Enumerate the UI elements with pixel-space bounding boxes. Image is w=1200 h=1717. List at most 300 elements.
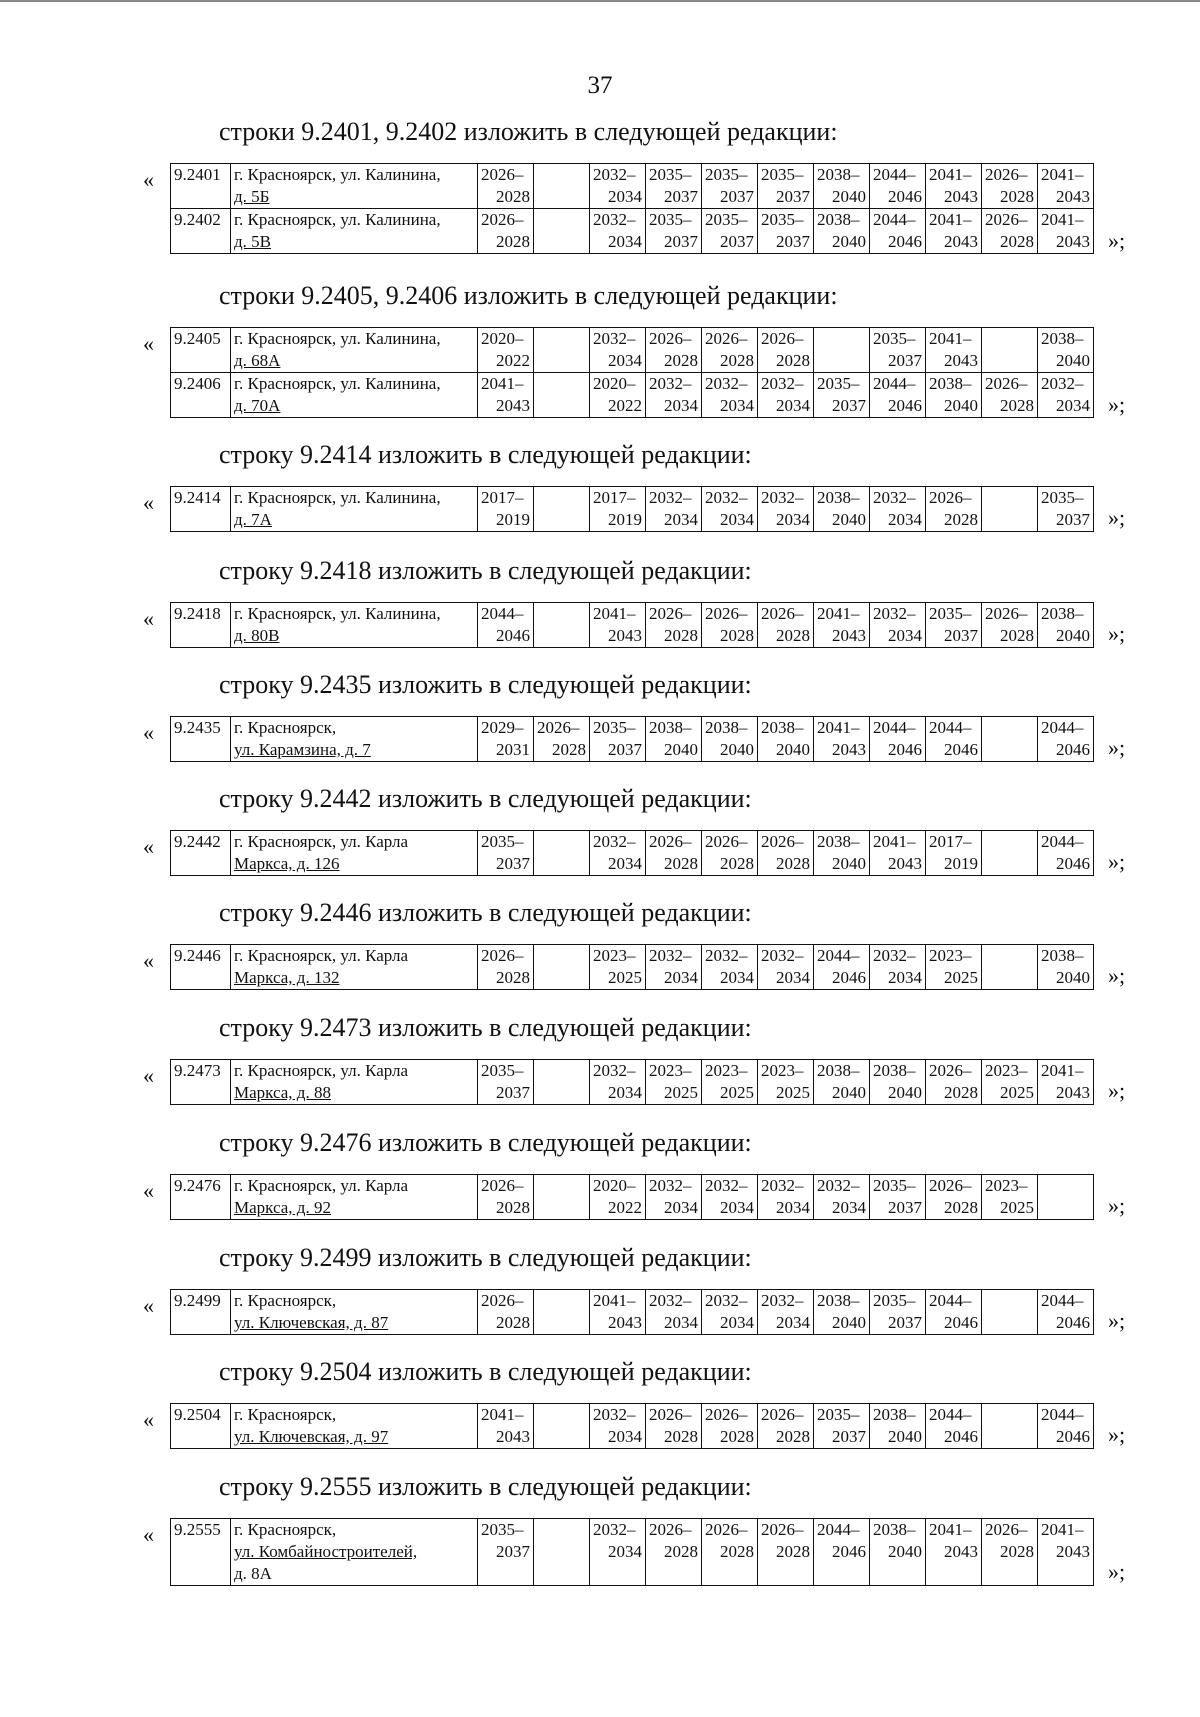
period-end: 2040 [776,740,810,759]
amendment-table [170,1289,1094,1335]
period-end [534,1082,589,1104]
period-start [534,487,589,509]
period-cell [478,1404,534,1449]
period-cell [646,487,702,532]
row-number: 9.2406 [174,374,221,393]
period-end: 2046 [888,232,922,251]
row-number-cell [171,603,231,648]
period-start: 2032– [593,165,636,184]
address-cell [231,373,478,418]
opening-quote: « [143,1178,154,1203]
period-cell [982,1290,1038,1335]
period-cell [926,487,982,532]
opening-quote: « [143,490,154,515]
period-cell [534,209,590,254]
period-cell [758,1519,814,1586]
period-cell [702,1060,758,1105]
period-end: 2034 [664,1198,698,1217]
period-start: 2026– [929,1061,972,1080]
period-cell [1038,164,1094,209]
period-cell [870,1519,926,1586]
period-start: 2044– [1041,1405,1084,1424]
address-line: г. Красноярск, ул. Карла [234,946,409,965]
period-start: 2026– [481,1176,524,1195]
period-end [534,967,589,989]
row-number-cell [171,487,231,532]
period-end: 2043 [944,1542,978,1561]
amendment-table [170,163,1094,254]
period-end [534,350,589,372]
address-line: д. 5В [234,232,271,251]
period-start: 2035– [873,1176,916,1195]
period-end: 2043 [1056,1083,1090,1102]
period-cell [478,1175,534,1220]
period-start: 2026– [761,1520,804,1539]
period-start: 2032– [649,1291,692,1310]
period-cell [702,945,758,990]
period-start: 2032– [817,1176,860,1195]
period-cell [982,831,1038,876]
period-end: 2043 [608,626,642,645]
period-start [982,1290,1037,1312]
period-start: 2041– [929,329,972,348]
period-end: 2034 [888,510,922,529]
period-start [814,328,869,350]
period-cell [702,1404,758,1449]
row-number: 9.2402 [174,210,221,229]
period-end: 2046 [888,740,922,759]
period-end: 2037 [832,1427,866,1446]
period-end: 2046 [832,968,866,987]
period-cell [982,209,1038,254]
period-end: 2028 [776,1542,810,1561]
period-start: 2038– [817,1291,860,1310]
period-cell [758,1060,814,1105]
period-start [534,1060,589,1082]
period-start: 2038– [1041,604,1084,623]
period-start: 2044– [929,1291,972,1310]
table-row [171,209,1094,254]
period-cell [590,1290,646,1335]
section-heading: строку 9.2435 изложить в следующей редакции: [219,670,752,699]
period-end [534,395,589,417]
period-start: 2020– [481,329,524,348]
period-start: 2026– [985,374,1028,393]
address-line: г. Красноярск, ул. Карла [234,1176,409,1195]
period-start: 2044– [873,210,916,229]
period-start [982,945,1037,967]
period-start: 2038– [761,718,804,737]
period-cell [814,945,870,990]
period-cell [478,328,534,373]
period-end: 2037 [776,232,810,251]
period-cell [870,1175,926,1220]
period-start: 2026– [649,1405,692,1424]
period-cell [534,164,590,209]
period-end [534,1541,589,1563]
period-end: 2034 [664,510,698,529]
section-heading: строки 9.2405, 9.2406 изложить в следующей редакции: [219,281,838,310]
period-end: 2028 [496,187,530,206]
address-cell [231,603,478,648]
table-row [171,487,1094,532]
period-cell [982,328,1038,373]
address-line: г. Красноярск, [234,1405,337,1424]
period-cell [590,717,646,762]
period-start [534,328,589,350]
period-end: 2034 [832,1198,866,1217]
period-cell [534,717,590,762]
period-end: 2025 [664,1083,698,1102]
period-cell [926,1290,982,1335]
address-line: г. Красноярск, [234,1520,337,1539]
address-line: г. Красноярск, [234,718,337,737]
period-end [534,186,589,208]
period-cell [478,717,534,762]
period-start: 2032– [705,946,748,965]
period-end: 2034 [608,1427,642,1446]
period-end: 2046 [496,626,530,645]
address-line: ул. Карамзина, д. 7 [234,740,371,759]
row-number-cell [171,373,231,418]
period-end: 2028 [776,854,810,873]
period-start: 2026– [649,329,692,348]
amendment-table [170,1059,1094,1105]
period-end: 2046 [832,1542,866,1561]
amendment-table [170,944,1094,990]
address-line: Маркса, д. 132 [234,968,340,987]
period-end [982,967,1037,989]
period-end: 2040 [832,1313,866,1332]
address-line: г. Красноярск, ул. Калинина, [234,210,441,229]
section-heading: строки 9.2401, 9.2402 изложить в следующей редакции: [219,117,838,146]
period-end: 2034 [664,1313,698,1332]
period-cell [870,487,926,532]
period-start: 2044– [929,1405,972,1424]
period-end: 2028 [1000,626,1034,645]
period-cell [870,1404,926,1449]
period-start: 2044– [873,718,916,737]
address-line: г. Красноярск, ул. Карла [234,832,409,851]
period-start: 2041– [593,1291,636,1310]
row-number-cell [171,1175,231,1220]
period-cell [590,831,646,876]
address-line: д. 68А [234,351,281,370]
period-cell [1038,603,1094,648]
period-start: 2041– [929,1520,972,1539]
period-end [534,625,589,647]
closing-quote: »; [1108,392,1126,417]
period-cell [702,603,758,648]
period-cell [534,1519,590,1586]
period-start: 2035– [705,165,748,184]
period-start: 2038– [1041,946,1084,965]
period-start: 2035– [481,1520,524,1539]
period-cell [1038,717,1094,762]
period-start: 2044– [1041,832,1084,851]
period-cell [926,1404,982,1449]
table-row [171,831,1094,876]
period-cell [534,328,590,373]
period-cell [870,717,926,762]
row-number: 9.2555 [174,1520,221,1539]
period-end [534,1197,589,1219]
period-start: 2026– [985,210,1028,229]
period-start: 2032– [705,374,748,393]
period-end: 2043 [832,740,866,759]
period-end: 2037 [720,187,754,206]
period-start: 2044– [817,946,860,965]
period-end: 2037 [496,1542,530,1561]
opening-quote: « [143,720,154,745]
period-cell [870,209,926,254]
period-start: 2026– [481,946,524,965]
period-cell [758,373,814,418]
closing-quote: »; [1108,963,1126,988]
address-line: Маркса, д. 92 [234,1198,331,1217]
period-cell [870,164,926,209]
period-start: 2020– [593,1176,636,1195]
period-cell [814,1175,870,1220]
period-start: 2035– [873,329,916,348]
period-end: 2028 [720,1542,754,1561]
period-cell [534,603,590,648]
address-cell [231,1060,478,1105]
period-start: 2023– [593,946,636,965]
period-end: 2028 [664,351,698,370]
period-end: 2025 [944,968,978,987]
period-end: 2046 [944,1313,978,1332]
row-number-cell [171,1519,231,1586]
period-start [534,1404,589,1426]
closing-quote: »; [1108,621,1126,646]
row-number: 9.2414 [174,488,221,507]
address-line: г. Красноярск, [234,1291,337,1310]
period-cell [814,1290,870,1335]
period-end: 2046 [1056,854,1090,873]
period-cell [814,373,870,418]
period-end: 2037 [496,854,530,873]
period-start: 2026– [481,1291,524,1310]
period-end: 2019 [496,510,530,529]
amendment-table [170,1174,1094,1220]
period-end: 2043 [1056,187,1090,206]
address-line: г. Красноярск, ул. Калинина, [234,604,441,623]
period-cell [1038,831,1094,876]
period-end: 2040 [832,854,866,873]
table-row [171,1060,1094,1105]
period-start: 2032– [873,946,916,965]
period-cell [814,328,870,373]
closing-quote: »; [1108,849,1126,874]
row-number: 9.2499 [174,1291,221,1310]
period-end [1038,1197,1093,1219]
period-end: 2040 [832,510,866,529]
address-line: г. Красноярск, ул. Калинина, [234,329,441,348]
period-start: 2026– [761,329,804,348]
period-start: 2032– [705,488,748,507]
section-heading: строку 9.2418 изложить в следующей редакции: [219,556,752,585]
period-end: 2043 [1056,232,1090,251]
period-cell [534,1060,590,1105]
period-start: 2041– [817,718,860,737]
period-end: 2028 [664,1427,698,1446]
period-end: 2037 [832,396,866,415]
period-start: 2023– [985,1061,1028,1080]
period-cell [590,373,646,418]
period-end: 2040 [1056,626,1090,645]
period-end: 2037 [888,1313,922,1332]
period-start: 2026– [649,832,692,851]
opening-quote: « [143,606,154,631]
period-start: 2041– [1041,165,1084,184]
period-end: 2037 [608,740,642,759]
period-end: 2043 [944,351,978,370]
period-cell [478,373,534,418]
period-end: 2037 [776,187,810,206]
period-end: 2040 [888,1083,922,1102]
period-cell [982,1404,1038,1449]
address-line: г. Красноярск, ул. Калинина, [234,374,441,393]
section-heading: строку 9.2446 изложить в следующей редакции: [219,898,752,927]
period-cell [702,1175,758,1220]
period-cell [814,164,870,209]
period-start: 2041– [481,1405,524,1424]
period-end: 2028 [720,1427,754,1446]
section-heading: строку 9.2504 изложить в следующей редакции: [219,1357,752,1386]
period-end: 2022 [608,396,642,415]
period-start: 2035– [761,210,804,229]
row-number-cell [171,328,231,373]
row-number-cell [171,1404,231,1449]
period-end: 2028 [1000,187,1034,206]
period-end: 2028 [496,968,530,987]
period-cell [926,1519,982,1586]
period-start: 2041– [873,832,916,851]
period-end: 2034 [608,232,642,251]
period-start: 2026– [649,1520,692,1539]
row-number-cell [171,945,231,990]
period-start: 2044– [873,374,916,393]
period-start: 2023– [649,1061,692,1080]
period-cell [646,603,702,648]
period-start: 2032– [873,604,916,623]
period-cell [982,1519,1038,1586]
period-start: 2017– [929,832,972,851]
period-start: 2038– [817,488,860,507]
closing-quote: »; [1108,1422,1126,1447]
period-cell [534,1175,590,1220]
period-end: 2028 [496,1198,530,1217]
period-start: 2041– [817,604,860,623]
period-end: 2028 [496,232,530,251]
period-cell [926,603,982,648]
period-start: 2026– [705,1405,748,1424]
table-row [171,1519,1094,1586]
period-start: 2035– [761,165,804,184]
period-start: 2026– [761,832,804,851]
period-start [982,831,1037,853]
address-line: д. 7А [234,510,272,529]
period-cell [870,945,926,990]
period-cell [646,1519,702,1586]
address-line: г. Красноярск, ул. Калинина, [234,488,441,507]
period-start: 2023– [929,946,972,965]
period-cell [814,603,870,648]
period-start: 2035– [1041,488,1084,507]
period-end [814,350,869,372]
period-cell [702,717,758,762]
period-end: 2043 [608,1313,642,1332]
period-start: 2032– [873,488,916,507]
period-end: 2037 [944,626,978,645]
period-cell [1038,487,1094,532]
period-end [982,1312,1037,1334]
period-cell [478,164,534,209]
period-end: 2046 [944,1427,978,1446]
period-end: 2034 [776,510,810,529]
period-cell [926,831,982,876]
period-cell [534,487,590,532]
address-line: Маркса, д. 88 [234,1083,331,1102]
period-start [982,487,1037,509]
address-cell [231,1290,478,1335]
row-number: 9.2446 [174,946,221,965]
period-end: 2043 [944,232,978,251]
period-end: 2028 [776,1427,810,1446]
period-start: 2032– [705,1176,748,1195]
period-end [982,853,1037,875]
amendment-table [170,830,1094,876]
period-start: 2032– [649,374,692,393]
period-cell [478,1060,534,1105]
period-start: 2035– [929,604,972,623]
amendment-table [170,716,1094,762]
period-start: 2026– [985,1520,1028,1539]
period-cell [702,831,758,876]
period-cell [590,1060,646,1105]
row-number: 9.2504 [174,1405,221,1424]
period-start [534,1290,589,1312]
period-cell [590,209,646,254]
period-start: 2038– [817,832,860,851]
period-cell [590,1175,646,1220]
scan-edge-line [0,0,1200,2]
period-end: 2037 [888,351,922,370]
period-end: 2025 [1000,1198,1034,1217]
closing-quote: »; [1108,228,1126,253]
period-end: 2037 [664,187,698,206]
address-line: ул. Ключевская, д. 97 [234,1427,389,1446]
period-start: 2038– [1041,329,1084,348]
period-start [982,328,1037,350]
period-cell [814,1519,870,1586]
period-cell [758,209,814,254]
period-cell [702,209,758,254]
section-heading: строку 9.2414 изложить в следующей редакции: [219,440,752,469]
period-cell [926,717,982,762]
period-cell [870,328,926,373]
period-cell [590,487,646,532]
period-start: 2029– [481,718,524,737]
period-start: 2044– [1041,1291,1084,1310]
period-cell [814,831,870,876]
period-end: 2034 [1056,396,1090,415]
period-end: 2034 [720,1198,754,1217]
period-end: 2034 [776,1198,810,1217]
period-start: 2032– [593,1061,636,1080]
period-cell [758,603,814,648]
